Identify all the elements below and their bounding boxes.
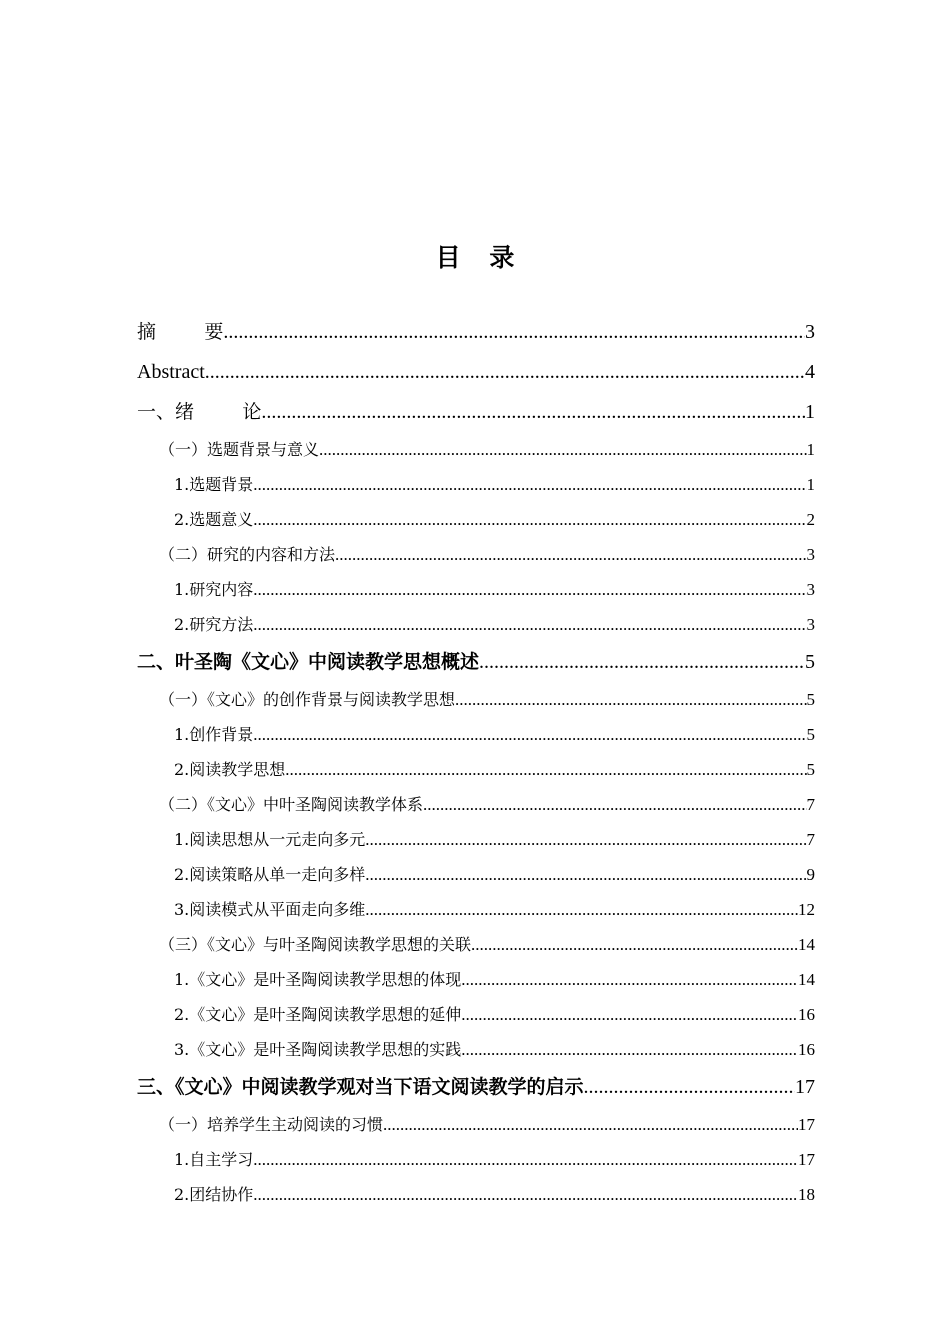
toc-entry[interactable] [137, 642, 815, 682]
dot-leader [253, 502, 806, 537]
toc-page-number: 3 [806, 545, 815, 564]
toc-entry[interactable] [137, 352, 815, 392]
toc-entry-label: 1.选题背景 [174, 475, 254, 494]
dot-leader [471, 927, 798, 962]
toc-page-number: 17 [798, 1150, 815, 1169]
toc-entry[interactable] [137, 1142, 815, 1177]
toc-entry[interactable] [137, 1107, 815, 1142]
toc-entry[interactable] [137, 502, 815, 537]
toc-page-number: 7 [806, 795, 815, 814]
toc-entry[interactable] [137, 822, 815, 857]
toc-page-number: 18 [798, 1185, 815, 1204]
dot-leader [365, 892, 798, 927]
toc-entry-label: （二）研究的内容和方法 [159, 545, 336, 564]
toc-page-number: 3 [806, 615, 815, 634]
toc-page-number: 5 [806, 690, 815, 709]
toc-entry-label: 2.团结协作 [174, 1185, 254, 1204]
toc-entry[interactable] [137, 962, 815, 997]
toc-page-number: 2 [806, 510, 815, 529]
toc-entry[interactable] [137, 572, 815, 607]
toc-entry[interactable] [137, 607, 815, 642]
dot-leader [223, 312, 805, 352]
toc-page-number: 7 [806, 830, 815, 849]
toc-page-number: 14 [798, 935, 815, 954]
toc-entry-label: 2.《文心》是叶圣陶阅读教学思想的延伸 [174, 1005, 462, 1024]
dot-leader [253, 1177, 798, 1212]
toc-entry-label: （一）《文心》的创作背景与阅读教学思想 [159, 690, 456, 709]
dot-leader [461, 1032, 798, 1067]
toc-entry-label: 三、《文心》中阅读教学观对当下语文阅读教学的启示 [137, 1076, 584, 1098]
dot-leader [383, 1107, 798, 1142]
dot-leader [261, 392, 805, 432]
dot-leader [253, 717, 806, 752]
toc-entry-label: （二）《文心》中叶圣陶阅读教学体系 [159, 795, 424, 814]
toc-page-number: 5 [806, 760, 815, 779]
toc-entry-label: （一）培养学生主动阅读的习惯 [159, 1115, 384, 1134]
table-of-contents [137, 312, 815, 1212]
toc-entry[interactable] [137, 392, 815, 432]
toc-title: 目 录 [435, 243, 525, 272]
toc-entry-label: 3.《文心》是叶圣陶阅读教学思想的实践 [174, 1040, 462, 1059]
toc-entry-label: （一）选题背景与意义 [159, 440, 320, 459]
toc-entry-label: 1.研究内容 [174, 580, 254, 599]
toc-entry[interactable] [137, 432, 815, 467]
toc-entry[interactable] [137, 787, 815, 822]
dot-leader [253, 607, 806, 642]
toc-entry[interactable] [137, 537, 815, 572]
toc-entry-label: （三）《文心》与叶圣陶阅读教学思想的关联 [159, 935, 472, 954]
dot-leader [205, 352, 805, 392]
toc-entry[interactable] [137, 857, 815, 892]
toc-entry-label: 2.阅读策略从单一走向多样 [174, 865, 366, 884]
dot-leader [253, 467, 806, 502]
dot-leader [461, 997, 798, 1032]
dot-leader [584, 1067, 795, 1107]
dot-leader [479, 642, 805, 682]
toc-entry-label: 一、绪 论 [137, 401, 262, 423]
toc-entry[interactable] [137, 312, 815, 352]
dot-leader [423, 787, 806, 822]
dot-leader [253, 572, 806, 607]
toc-entry-label: 2.研究方法 [174, 615, 254, 634]
toc-page-number: 16 [798, 1040, 815, 1059]
toc-entry-label: 2.选题意义 [174, 510, 254, 529]
toc-page-number: 1 [806, 440, 815, 459]
toc-page-number: 12 [798, 900, 815, 919]
toc-page-number: 1 [806, 475, 815, 494]
toc-entry-label: 1.创作背景 [174, 725, 254, 744]
toc-entry[interactable] [137, 892, 815, 927]
toc-entry[interactable] [137, 1177, 815, 1212]
toc-page-number: 14 [798, 970, 815, 989]
dot-leader [253, 1142, 798, 1177]
dot-leader [461, 962, 798, 997]
toc-entry-label: 3.阅读模式从平面走向多维 [174, 900, 366, 919]
dot-leader [455, 682, 806, 717]
toc-entry[interactable] [137, 467, 815, 502]
toc-page-number: 5 [805, 651, 815, 673]
dot-leader [335, 537, 806, 572]
toc-page-number: 17 [795, 1076, 815, 1098]
toc-entry-label: 1.自主学习 [174, 1150, 254, 1169]
toc-entry[interactable] [137, 752, 815, 787]
toc-entry[interactable] [137, 927, 815, 962]
dot-leader [319, 432, 806, 467]
toc-entry[interactable] [137, 717, 815, 752]
toc-page-number: 3 [805, 321, 815, 343]
toc-page-number: 9 [806, 865, 815, 884]
toc-page-number: 4 [805, 361, 815, 383]
toc-entry[interactable] [137, 997, 815, 1032]
toc-entry-label: 1.阅读思想从一元走向多元 [174, 830, 366, 849]
toc-page-number: 1 [805, 401, 815, 423]
toc-page-number: 3 [806, 580, 815, 599]
toc-entry[interactable] [137, 1067, 815, 1107]
toc-entry[interactable] [137, 1032, 815, 1067]
toc-page-number: 17 [798, 1115, 815, 1134]
toc-entry-label: 1.《文心》是叶圣陶阅读教学思想的体现 [174, 970, 462, 989]
dot-leader [285, 752, 806, 787]
dot-leader [365, 857, 806, 892]
toc-page-number: 5 [806, 725, 815, 744]
toc-entry-label: 摘 要 [137, 321, 224, 343]
dot-leader [365, 822, 806, 857]
toc-entry-label: 二、叶圣陶《文心》中阅读教学思想概述 [137, 651, 480, 673]
toc-entry[interactable] [137, 682, 815, 717]
toc-entry-label: 2.阅读教学思想 [174, 760, 286, 779]
toc-entry-label: Abstract [137, 361, 205, 383]
toc-page-number: 16 [798, 1005, 815, 1024]
